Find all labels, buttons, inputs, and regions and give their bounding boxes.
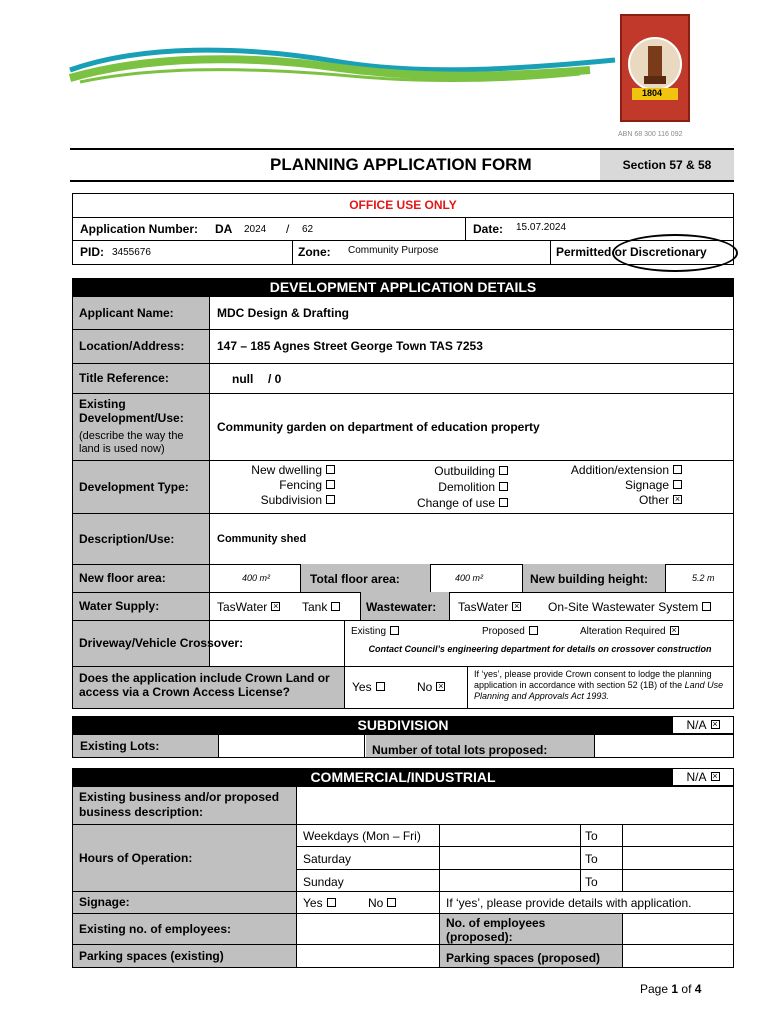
water-supply-label: Water Supply:: [79, 599, 160, 613]
signage-no-option[interactable]: No: [368, 896, 396, 910]
subdivision-na[interactable]: N/A ×: [672, 716, 734, 734]
pid-value[interactable]: 3455676: [112, 247, 151, 258]
application-number-label: Application Number:: [80, 222, 199, 236]
location-value[interactable]: 147 – 185 Agnes Street George Town TAS 7253: [217, 339, 483, 353]
total-lots-input[interactable]: [594, 734, 734, 758]
checkbox-checked[interactable]: ×: [712, 770, 718, 781]
da-slash: /: [286, 222, 290, 236]
dev-type-other[interactable]: Other ×: [638, 493, 681, 507]
checkbox[interactable]: [331, 602, 340, 611]
driveway-alteration-option[interactable]: Alteration Required ×: [580, 624, 677, 637]
commercial-bar: COMMERCIAL/INDUSTRIAL: [72, 768, 734, 786]
wastewater-label: Wastewater:: [366, 600, 437, 614]
description-label: Description/Use:: [79, 531, 175, 546]
development-type-label: Development Type:: [79, 479, 189, 494]
driveway-existing-option[interactable]: Existing: [351, 626, 399, 637]
signage-label: Signage:: [79, 895, 130, 909]
checkbox-checked[interactable]: ×: [438, 681, 444, 692]
checkbox[interactable]: [673, 465, 682, 474]
dev-details-bar: DEVELOPMENT APPLICATION DETAILS: [72, 278, 734, 296]
pid-label: PID:: [80, 245, 104, 259]
checkbox[interactable]: [327, 898, 336, 907]
new-building-height-label: New building height:: [530, 572, 648, 586]
employees-proposed-label: No. of employees (proposed):: [446, 916, 546, 944]
office-vdiv-3: [550, 240, 551, 265]
checkbox-checked[interactable]: ×: [674, 494, 681, 505]
applicant-name-value[interactable]: MDC Design & Drafting: [217, 305, 349, 320]
permit-type: Permitted or Discretionary: [556, 245, 707, 259]
employees-proposed-divider: [622, 913, 623, 968]
hours-weekdays-label: Weekdays (Mon – Fri): [303, 829, 421, 843]
existing-lots-label: Existing Lots:: [73, 735, 218, 757]
checkbox[interactable]: [326, 465, 335, 474]
driveway-note: Contact Council’s engineering department for details on crossover construction: [368, 644, 712, 654]
date-label: Date:: [473, 222, 504, 236]
section-label: Section 57 & 58: [600, 150, 734, 180]
council-logo: [620, 14, 690, 122]
total-lots-label: Number of total lots proposed:: [366, 735, 594, 757]
dev-type-col3: [540, 463, 682, 508]
logo-year: 1804: [642, 88, 663, 98]
date-value[interactable]: 15.07.2024: [516, 222, 567, 233]
discretionary-circle: [612, 234, 738, 272]
new-building-height-value[interactable]: 5.2 m: [692, 573, 715, 583]
checkbox-checked[interactable]: ×: [514, 601, 520, 612]
office-use-title: OFFICE USE ONLY: [349, 198, 457, 212]
business-description-label: Existing business and/or proposed business description:: [79, 790, 280, 819]
location-label: Location/Address:: [79, 339, 185, 353]
parking-existing-label: Parking spaces (existing): [79, 949, 224, 963]
hours-to-label: To: [585, 852, 598, 866]
water-taswater-option[interactable]: TasWater ×: [217, 600, 279, 614]
checkbox[interactable]: [326, 495, 335, 504]
water-tank-option[interactable]: Tank: [302, 600, 340, 614]
checkbox[interactable]: [387, 898, 396, 907]
office-vdiv-1: [465, 217, 466, 240]
description-value[interactable]: Community shed: [217, 532, 307, 545]
dev-type-col2: [380, 463, 508, 511]
subdivision-bar: SUBDIVISION: [72, 716, 734, 734]
commercial-na[interactable]: N/A ×: [672, 768, 734, 786]
title-reference-label: Title Reference:: [79, 371, 169, 385]
title-reference-value[interactable]: null: [232, 372, 254, 386]
dev-type-new-dwelling[interactable]: New dwelling: [215, 463, 335, 478]
hours-col-divider-2: [580, 824, 581, 891]
business-description-input[interactable]: [297, 786, 734, 824]
checkbox-checked[interactable]: ×: [273, 601, 279, 612]
parking-proposed-label: Parking spaces (proposed): [446, 951, 601, 965]
title-rule-bottom: [70, 180, 734, 182]
checkbox[interactable]: [673, 480, 682, 489]
hours-saturday-label: Saturday: [303, 852, 352, 866]
ww-onsite-option[interactable]: On-Site Wastewater System: [548, 600, 711, 614]
checkbox[interactable]: [376, 682, 385, 691]
crown-yes-option[interactable]: Yes: [352, 680, 385, 694]
checkbox-checked[interactable]: ×: [671, 624, 677, 635]
crown-land-label: Does the application include Crown Land or access via a Crown Access License?: [79, 671, 330, 699]
new-floor-area-label: New floor area:: [79, 571, 166, 585]
checkbox[interactable]: [499, 482, 508, 491]
dev-type-col1: [215, 463, 335, 508]
signage-note: If ‘yes’, please provide details with application.: [446, 896, 692, 910]
checkbox[interactable]: [326, 480, 335, 489]
crown-no-option[interactable]: No ×: [417, 680, 444, 694]
da-label: DA: [215, 222, 233, 236]
signage-yes-option[interactable]: Yes: [303, 896, 336, 910]
crown-note: If ‘yes’, please provide Crown consent to lodge the planning application in accordance with section 52 (1B) of the Land Use Planning and Approvals Act 1993.: [474, 669, 724, 701]
total-floor-area-label: Total floor area:: [310, 572, 400, 586]
crown-options-divider: [467, 666, 468, 709]
row-line: [296, 869, 734, 870]
hours-to-label: To: [585, 875, 598, 889]
abn-text: ABN 68 300 116 092: [618, 131, 683, 138]
hours-to-label: To: [585, 829, 598, 843]
form-title: PLANNING APPLICATION FORM: [270, 155, 532, 174]
dev-type-addition[interactable]: Addition/extension: [540, 463, 682, 478]
dev-type-change-of-use[interactable]: Change of use: [380, 495, 508, 511]
driveway-proposed-option[interactable]: Proposed: [482, 626, 538, 637]
dev-type-fencing[interactable]: Fencing: [215, 478, 335, 493]
checkbox[interactable]: [702, 602, 711, 611]
existing-employees-label: Existing no. of employees:: [79, 921, 232, 936]
existing-lots-input[interactable]: [218, 734, 365, 758]
driveway-label: Driveway/Vehicle Crossover:: [79, 636, 244, 650]
driveway-col-divider: [344, 620, 345, 709]
hours-col-divider-1: [439, 824, 440, 891]
office-divider-1: [72, 217, 734, 218]
zone-value[interactable]: Community Purpose: [348, 245, 439, 256]
dev-type-demolition[interactable]: Demolition: [380, 479, 508, 495]
header-wave-graphic: [60, 40, 620, 100]
ww-taswater-option[interactable]: TasWater ×: [458, 600, 520, 614]
total-floor-area-value[interactable]: 400 m²: [455, 573, 484, 583]
checkbox[interactable]: [499, 466, 508, 475]
da-year[interactable]: 2024: [244, 224, 267, 235]
hours-sunday-label: Sunday: [303, 875, 344, 889]
applicant-name-label: Applicant Name:: [79, 305, 174, 320]
hours-col-divider-3: [622, 824, 623, 891]
checkbox[interactable]: [390, 626, 399, 635]
zone-label: Zone:: [298, 245, 331, 259]
dev-type-signage[interactable]: Signage: [540, 478, 682, 493]
row-line: [296, 846, 734, 847]
page-number: Page 1 of 4: [640, 982, 702, 996]
dev-type-outbuilding[interactable]: Outbuilding: [380, 463, 508, 479]
new-floor-area-value[interactable]: 400 m²: [242, 573, 271, 583]
checkbox[interactable]: [529, 626, 538, 635]
existing-development-sublabel: (describe the way the land is used now): [79, 430, 184, 455]
dev-type-subdivision[interactable]: Subdivision: [215, 493, 335, 508]
checkbox-checked[interactable]: ×: [712, 718, 718, 729]
hours-of-operation-label: Hours of Operation:: [79, 850, 193, 865]
office-vdiv-2: [292, 240, 293, 265]
da-number[interactable]: 62: [302, 224, 314, 235]
existing-development-value[interactable]: Community garden on department of education property: [217, 419, 540, 434]
title-reference-folio[interactable]: / 0: [268, 372, 282, 386]
checkbox[interactable]: [499, 498, 508, 507]
existing-development-label: Existing Development/Use:: [79, 397, 184, 425]
